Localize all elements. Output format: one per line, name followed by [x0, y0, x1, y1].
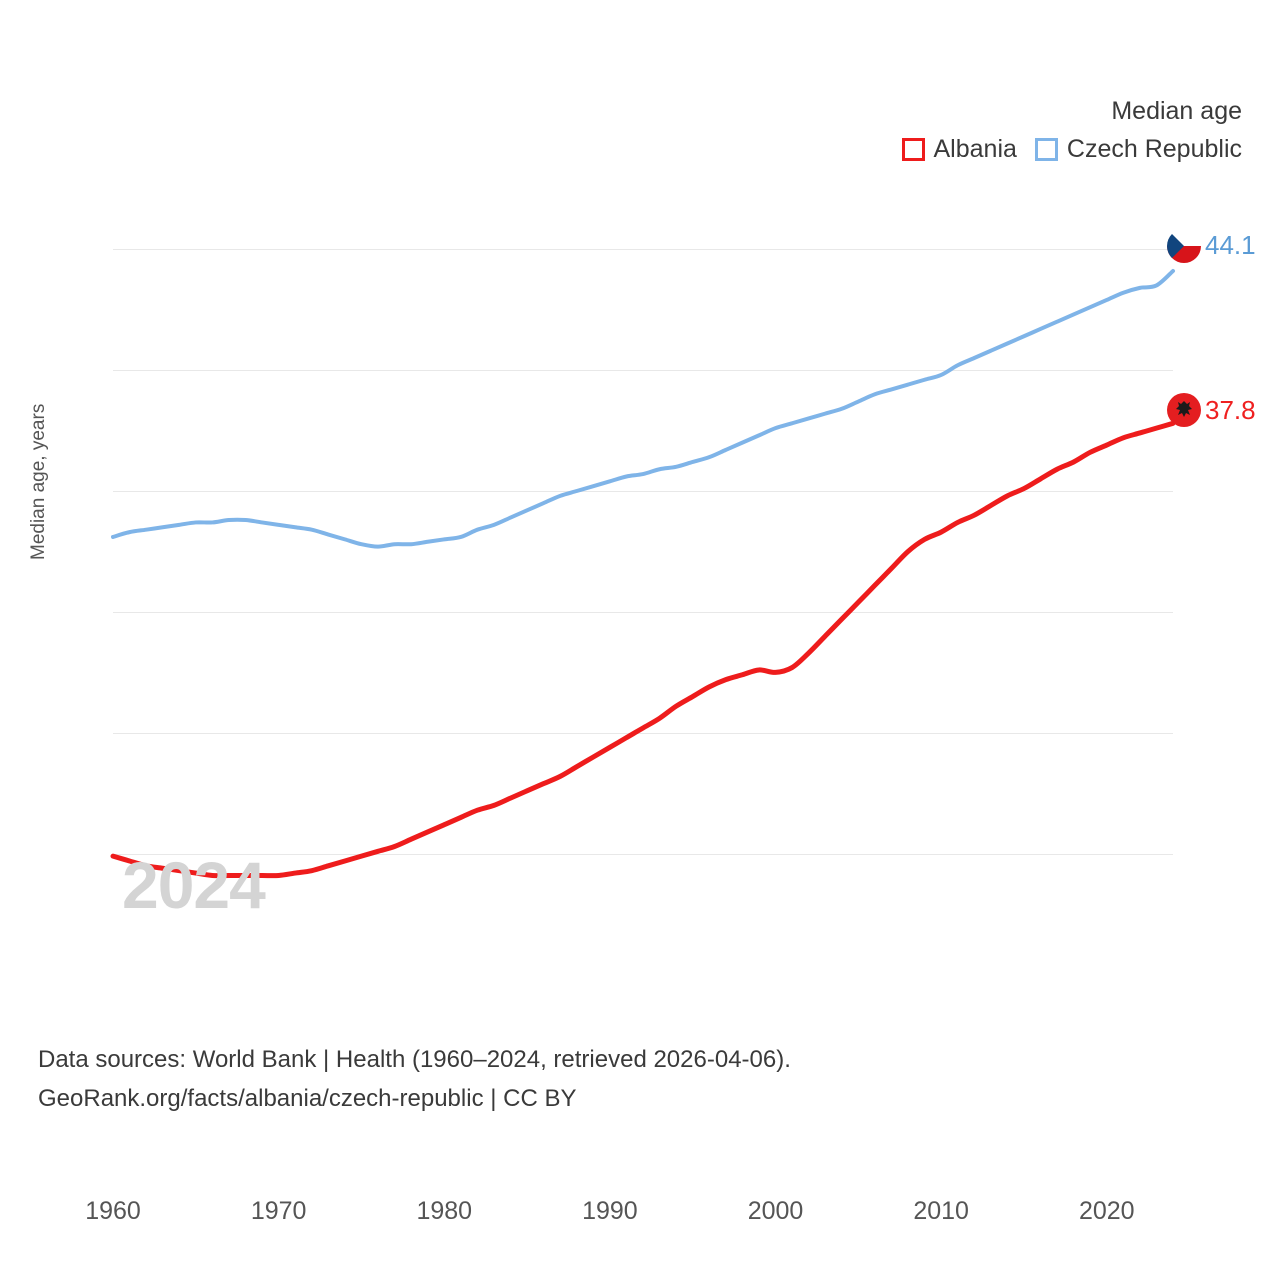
legend-swatch-albania: [902, 138, 925, 161]
footer-line-1: Data sources: World Bank | Health (1960–2024, retrieved 2026-04-06).: [38, 1046, 791, 1073]
series-lines: [113, 225, 1173, 890]
x-axis-tick-label: 2000: [747, 1197, 804, 1225]
end-label-czech-republic: 44.1: [1205, 230, 1256, 260]
legend-title: Median age: [1111, 97, 1242, 125]
legend-label-albania: Albania: [933, 135, 1017, 163]
legend-label-czech-republic: Czech Republic: [1066, 135, 1242, 163]
end-label-albania: 37.8: [1205, 395, 1256, 425]
line-albania: [113, 423, 1173, 875]
y-axis-title: Median age, years: [28, 403, 49, 560]
footer-line-2: GeoRank.org/facts/albania/czech-republic | CC BY: [38, 1085, 577, 1112]
x-axis-tick-label: 1980: [416, 1197, 473, 1225]
legend-item-czech-republic[interactable]: [1035, 134, 1242, 164]
legend-item-albania[interactable]: [902, 134, 1017, 164]
footer-sources: [38, 1040, 791, 1118]
line-czech-republic: [113, 271, 1173, 547]
x-axis-tick-label: 1960: [85, 1197, 141, 1225]
x-axis-tick-label: 2020: [1078, 1197, 1135, 1225]
x-axis-tick-label: 1970: [250, 1197, 307, 1225]
legend-swatch-czech-republic: [1035, 138, 1058, 161]
chart-legend: [902, 96, 1243, 164]
x-axis-tick-label: 1990: [582, 1197, 638, 1225]
flag-icon-czech-republic: [1167, 229, 1201, 263]
x-axis-tick-label: 2010: [913, 1197, 969, 1225]
flag-icon-albania: [1167, 393, 1201, 427]
year-watermark: 2024: [122, 848, 265, 922]
